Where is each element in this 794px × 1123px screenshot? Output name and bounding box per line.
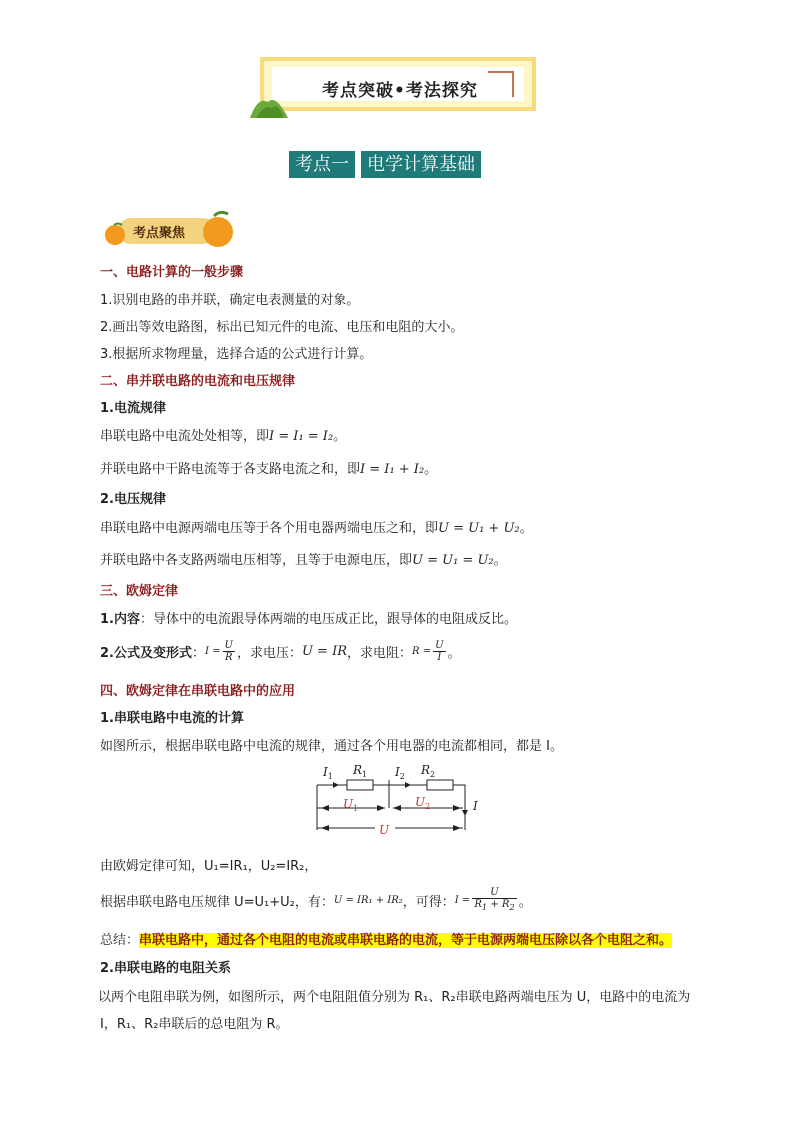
voltage-rule-eq: U = IR₁ + IR₂: [333, 894, 403, 906]
label-u2: $U_2$: [415, 795, 431, 811]
summary-highlight: 串联电路中，通过各个电阻的电流或串联电路的电流，等于电源两端电压除以各个电阻之和。: [139, 933, 673, 948]
fraction-u-over-i: $\frac{U}{I}$: [435, 639, 444, 663]
ohm-content-label: 1.内容: [100, 612, 140, 627]
orange-icon: [200, 210, 236, 250]
ohm-formula-label: 2.公式及变形式: [100, 645, 192, 661]
label-i2: $I_2$: [395, 765, 405, 781]
colon: ：: [191, 645, 205, 661]
desc-resistance-b: I，R₁、R₂串联后的总电阻为 R。: [100, 1017, 289, 1032]
period: 。: [518, 894, 532, 910]
series-voltage-line: [100, 517, 533, 536]
label-u: U: [379, 823, 390, 837]
label-r1: $R_1$: [353, 763, 368, 779]
heading-ohm: 三、欧姆定律: [100, 584, 179, 599]
series-current-line: [100, 425, 346, 444]
orange-icon: [102, 222, 128, 246]
focus-label: 考点聚焦: [133, 226, 186, 241]
focus-badge: [100, 210, 240, 254]
find-resistance-text: ，求电阻：: [347, 645, 413, 661]
label-r2: $R_2$: [421, 763, 436, 779]
banner-deco-vertical: [512, 71, 514, 97]
fraction-u-over-r: $\frac{U}{R}$: [224, 639, 233, 663]
current-heading: 1.电流规律: [100, 401, 166, 416]
summary-line: [100, 929, 672, 948]
label-u1: $U_1$: [343, 797, 359, 813]
series-voltage-text: 串联电路中电源两端电压等于各个用电器两端电压之和，即: [100, 521, 439, 536]
ohm-content-line: [100, 608, 517, 627]
ohm-formula-line: [100, 634, 461, 668]
parallel-voltage-eq: U = U₁ = U₂: [412, 553, 494, 568]
parallel-voltage-text: 并联电路中各支路两端电压相等，且等于电源电压，即: [100, 553, 413, 568]
ohm-law-line: 由欧姆定律可知，U₁=IR₁，U₂=IR₂，: [100, 859, 318, 874]
step-1: 1.识别电路的串并联，确定电表测量的对象。: [100, 293, 360, 308]
desc-current-calc: 如图所示，根据串联电路中电流的规律，通过各个用电器的电流都相同，都是 I。: [100, 739, 563, 754]
heading-rules: 二、串并联电路的电流和电压规律: [100, 374, 296, 389]
parallel-current-eq: I = I₁ + I₂: [360, 462, 425, 477]
step-2: 2.画出等效电路图，标出已知元件的电流、电压和电阻的大小。: [100, 320, 464, 335]
formula-r-lhs: R =: [412, 645, 432, 657]
section-title: [289, 151, 481, 178]
find-voltage-text: ，求电压：: [236, 645, 302, 661]
period: 。: [493, 553, 507, 568]
fraction-u-over-r1-plus-r2: $\frac{U}{R_1 + R_2}$: [474, 887, 515, 912]
heading-series-app: 四、欧姆定律在串联电路中的应用: [100, 684, 296, 699]
period: 。: [424, 462, 438, 477]
series-circuit-diagram: [305, 760, 490, 850]
voltage-rule-text: 根据串联电路电压规律 U=U₁+U₂，有：: [100, 894, 334, 910]
section-number: 考点一: [289, 151, 355, 178]
series-voltage-eq: U = U₁ + U₂: [438, 521, 520, 536]
sub-heading-current-calc: 1.串联电路中电流的计算: [100, 711, 244, 726]
parallel-current-text: 并联电路中干路电流等于各支路电流之和，即: [100, 462, 361, 477]
summary-label: 总结：: [100, 933, 140, 948]
desc-resistance-a: 以两个电阻串联为例，如图所示，两个电阻阻值分别为 R₁、R₂串联电路两端电压为 U，电路中的电流为: [98, 990, 691, 1005]
formula-i-lhs: I =: [454, 894, 471, 906]
ohm-content-text: ：导体中的电流跟导体两端的电压成正比，跟导体的电阻成反比。: [139, 612, 517, 627]
label-i: I: [473, 799, 478, 813]
can-get-text: ，可得：: [402, 894, 455, 910]
voltage-rule-line: [100, 882, 532, 918]
step-3: 3.根据所求物理量，选择合适的公式进行计算。: [100, 347, 373, 362]
formula-i-lhs: I =: [205, 645, 221, 657]
parallel-voltage-line: [100, 549, 507, 568]
formula-u: U = IR: [301, 643, 348, 659]
sub-heading-resistance: 2.串联电路的电阻关系: [100, 961, 231, 976]
banner-deco-horizontal: [488, 71, 514, 73]
heading-steps: 一、电路计算的一般步骤: [100, 265, 244, 280]
period: 。: [447, 645, 461, 661]
banner: [260, 57, 536, 111]
period: 。: [333, 429, 347, 444]
banner-inner: [272, 67, 524, 101]
section-name: 电学计算基础: [361, 151, 481, 178]
label-i1: $I_1$: [323, 765, 333, 781]
series-current-eq: I = I₁ = I₂: [269, 429, 334, 444]
banner-title: 考点突破•考法探究: [322, 81, 478, 101]
series-current-text: 串联电路中电流处处相等，即: [100, 429, 270, 444]
parallel-current-line: [100, 458, 437, 477]
period: 。: [519, 521, 533, 536]
voltage-heading: 2.电压规律: [100, 492, 166, 507]
hill-icon: [248, 92, 290, 120]
